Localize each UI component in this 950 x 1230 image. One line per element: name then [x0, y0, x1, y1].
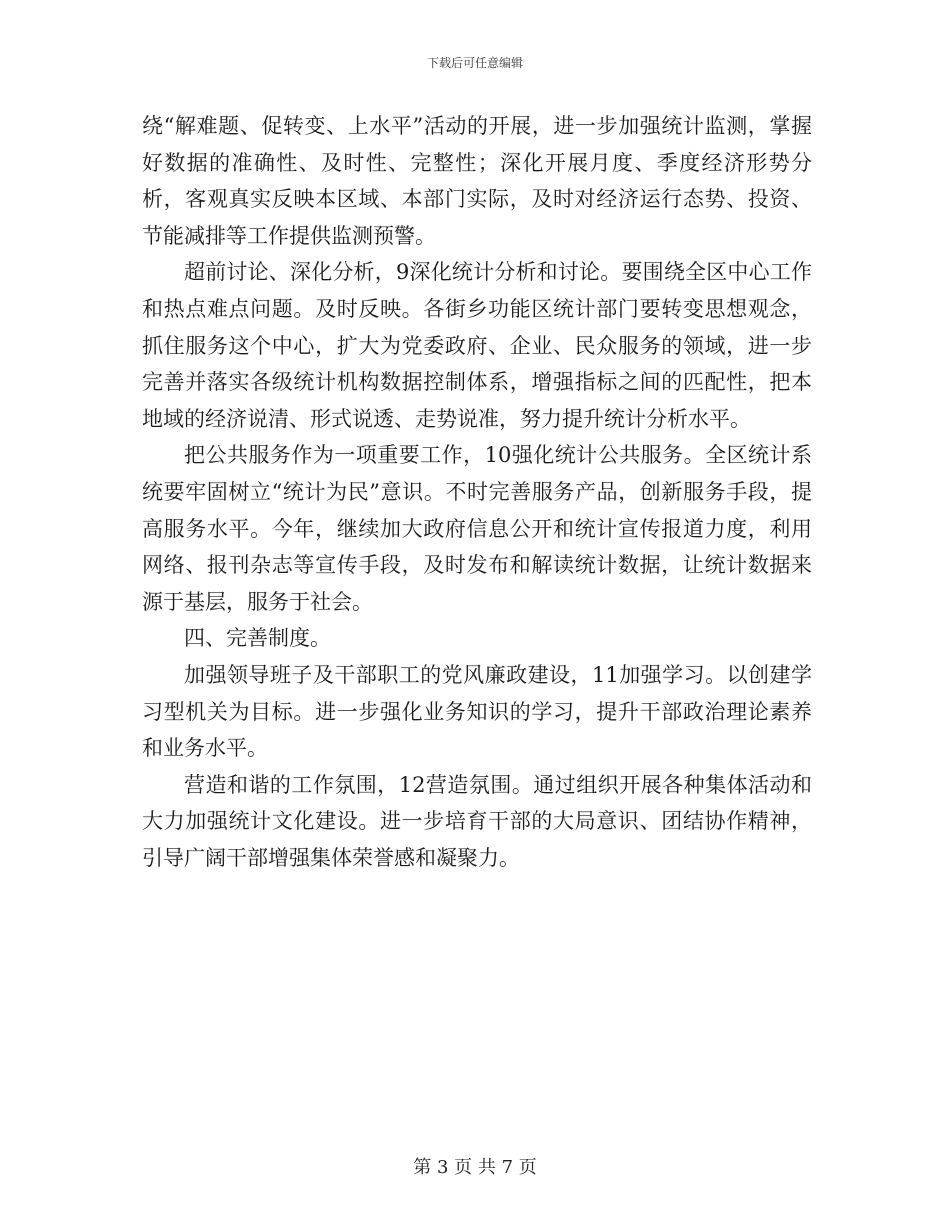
section-heading-4: 四、完善制度。	[184, 626, 331, 651]
paragraph-atmosphere: 营造和谐的工作氛围，12营造氛围。通过组织开展各种集体活动和大力加强统计文化建设。进一步培育干部的大局意识、团结协作精神，引导广阔干部增强集体荣誉感和凝聚力。	[142, 772, 812, 870]
paragraph-analysis: 超前讨论、深化分析，9深化统计分析和讨论。要围绕全区中心工作和热点难点问题。及时反映。各街乡功能区统计部门要转变思想观念，抓住服务这个中心，扩大为党委政府、企业、民众服务的领域，进一步完善并落实各级统计机构数据控制体系，增强指标之间的匹配性，把本地域的经济说清、形式说透、走势说准，努力提升统计分析水平。	[142, 260, 812, 431]
document-body	[142, 108, 812, 876]
page-header-note: 下载后可任意编辑	[426, 56, 523, 70]
paragraph-study: 加强领导班子及干部职工的党风廉政建设，11加强学习。以创建学习型机关为目标。进一步强化业务知识的学习，提升干部政治理论素养和业务水平。	[142, 662, 812, 761]
page-number: 第 3 页 共 7 页	[413, 1157, 537, 1178]
paragraph-continuation: 绕“解难题、促转变、上水平”活动的开展，进一步加强统计监测，掌握好数据的准确性、及时性、完整性；深化开展月度、季度经济形势分析，客观真实反映本区域、本部门实际，及时对经济运行态势、投资、节能减排等工作提供监测预警。	[142, 114, 812, 248]
paragraph-public-service: 把公共服务作为一项重要工作，10强化统计公共服务。全区统计系统要牢固树立“统计为民”意识。不时完善服务产品，创新服务手段，提高服务水平。今年，继续加大政府信息公开和统计宣传报道力度，利用网络、报刊杂志等宣传手段，及时发布和解读统计数据，让统计数据来源于基层，服务于社会。	[142, 443, 812, 614]
